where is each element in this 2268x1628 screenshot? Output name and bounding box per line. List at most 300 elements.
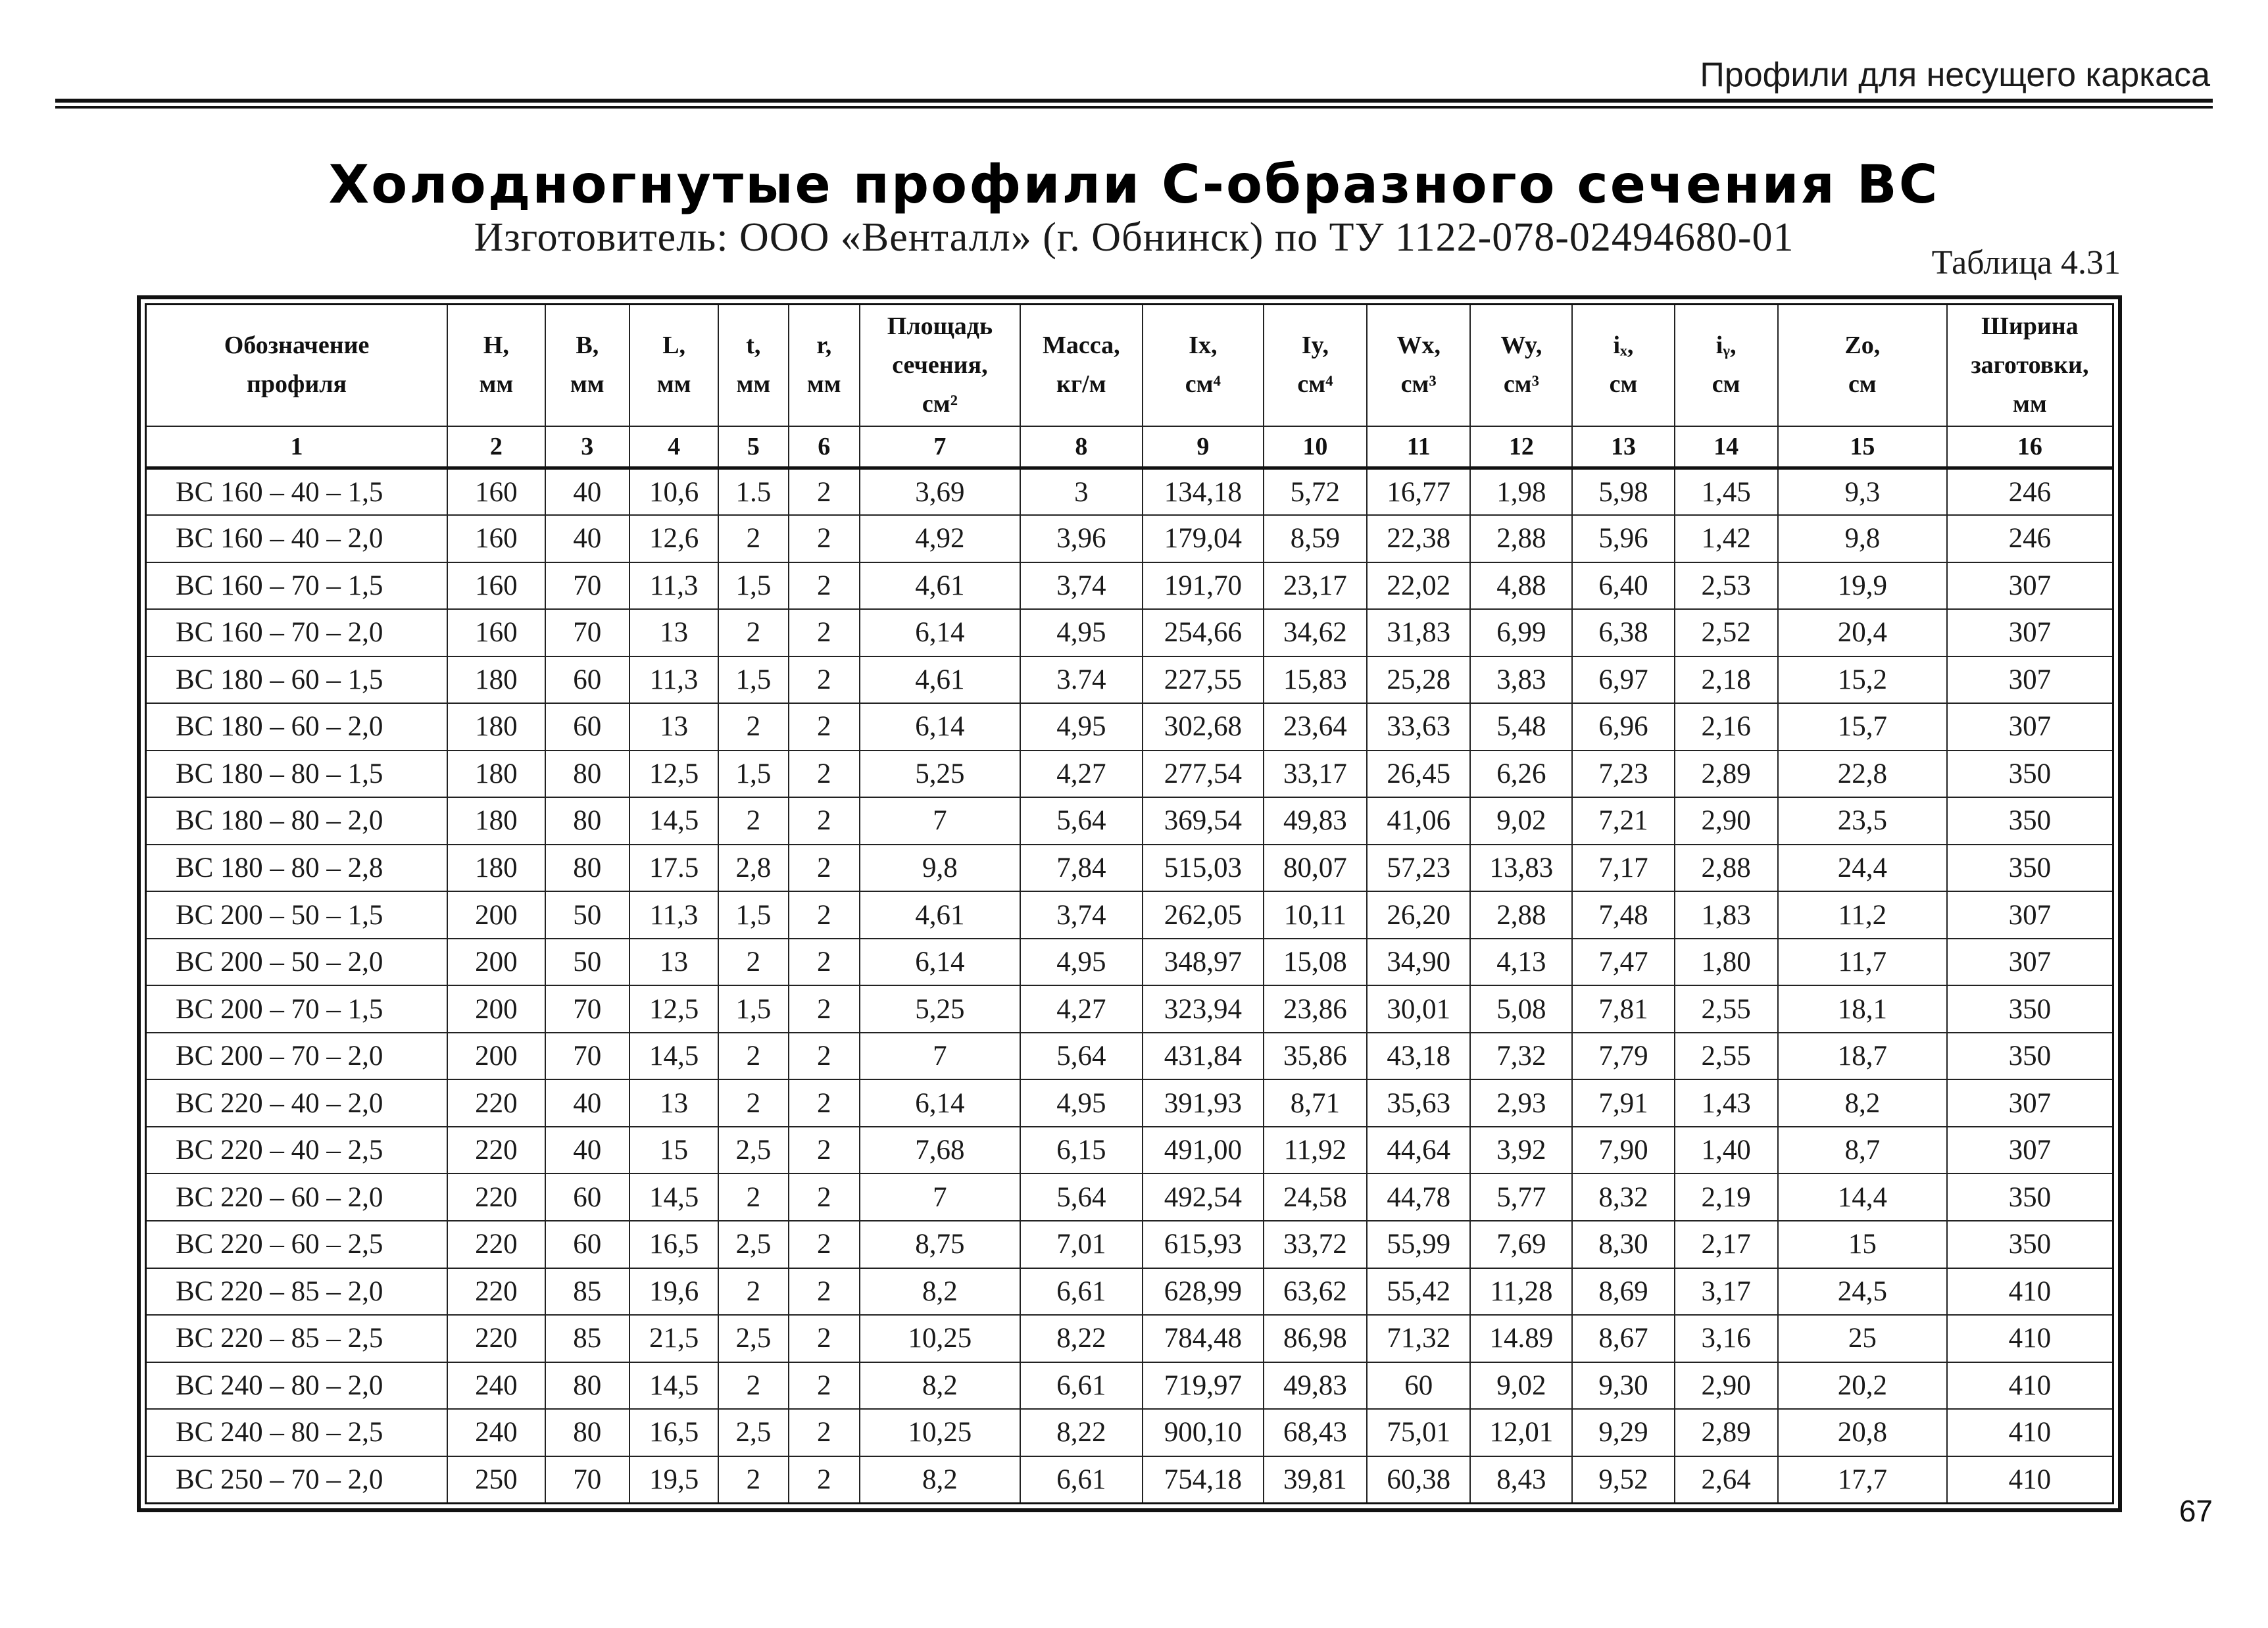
- table-cell: 12,5: [629, 751, 718, 798]
- column-header-line: Обозначение: [224, 332, 370, 360]
- column-header-line: Zo,: [1844, 332, 1881, 360]
- column-header-line: см⁴: [1185, 370, 1221, 399]
- table-cell: 6,40: [1572, 562, 1674, 610]
- column-header-line: сечения,: [892, 351, 988, 379]
- table-cell: 754,18: [1143, 1456, 1264, 1504]
- table-cell: 7,48: [1572, 891, 1674, 939]
- table-cell: 7: [860, 1173, 1020, 1221]
- table-cell: 14,4: [1778, 1173, 1947, 1221]
- table-cell: 180: [447, 656, 545, 704]
- table-row: [146, 1456, 2113, 1504]
- table-cell: 17.5: [629, 845, 718, 892]
- table-cell: 11,3: [629, 562, 718, 610]
- table-row: [146, 656, 2113, 704]
- table-cell: 350: [1947, 1173, 2113, 1221]
- table-cell: 391,93: [1143, 1079, 1264, 1127]
- table-cell: 350: [1947, 797, 2113, 845]
- table-cell: 7: [860, 797, 1020, 845]
- column-header-line: Масса,: [1043, 332, 1120, 360]
- table-cell: 6,97: [1572, 656, 1674, 704]
- table-cell: 246: [1947, 515, 2113, 562]
- table-cell: 71,32: [1367, 1315, 1470, 1362]
- table-body: [146, 468, 2113, 1504]
- table-cell: 1,80: [1675, 939, 1778, 986]
- table-row: [146, 939, 2113, 986]
- column-header-line: r,: [816, 332, 832, 360]
- table-cell: 40: [545, 468, 630, 516]
- column-header-line: см: [1712, 370, 1740, 399]
- table-cell: 16,5: [629, 1221, 718, 1268]
- table-cell: 6,38: [1572, 609, 1674, 656]
- table-row: [146, 1173, 2113, 1221]
- table-cell: 25: [1778, 1315, 1947, 1362]
- table-cell: 2: [718, 797, 788, 845]
- table-cell: 8,22: [1020, 1315, 1143, 1362]
- table-cell: 2: [789, 468, 860, 516]
- table-row: [146, 1033, 2113, 1080]
- table-cell: 2,90: [1675, 1362, 1778, 1410]
- table-cell: 10,6: [629, 468, 718, 516]
- table-cell: 2,16: [1675, 703, 1778, 751]
- table-cell: 20,4: [1778, 609, 1947, 656]
- table-cell: 1,5: [718, 656, 788, 704]
- profile-designation-cell: ВС 220 – 60 – 2,0: [146, 1173, 448, 1221]
- table-cell: 628,99: [1143, 1268, 1264, 1316]
- table-cell: 2,5: [718, 1315, 788, 1362]
- column-header-line: кг/м: [1056, 370, 1106, 399]
- column-number: 7: [860, 426, 1020, 468]
- table-cell: 1,5: [718, 751, 788, 798]
- profile-designation-cell: ВС 180 – 60 – 2,0: [146, 703, 448, 751]
- table-cell: 227,55: [1143, 656, 1264, 704]
- table-cell: 15,7: [1778, 703, 1947, 751]
- table-cell: 33,17: [1264, 751, 1367, 798]
- table-cell: 24,5: [1778, 1268, 1947, 1316]
- table-cell: 80: [545, 845, 630, 892]
- table-cell: 6,61: [1020, 1268, 1143, 1316]
- table-cell: 5,48: [1470, 703, 1572, 751]
- table-cell: 2: [789, 1268, 860, 1316]
- column-number: 16: [1947, 426, 2113, 468]
- table-cell: 307: [1947, 609, 2113, 656]
- table-cell: 2: [789, 703, 860, 751]
- table-cell: 2: [718, 515, 788, 562]
- table-cell: 9,8: [1778, 515, 1947, 562]
- table-cell: 13: [629, 1079, 718, 1127]
- table-row: [146, 1221, 2113, 1268]
- column-header-line: мм: [2013, 389, 2047, 418]
- table-cell: 85: [545, 1315, 630, 1362]
- table-cell: 2: [718, 1173, 788, 1221]
- table-cell: 8,2: [860, 1268, 1020, 1316]
- table-cell: 44,78: [1367, 1173, 1470, 1221]
- table-cell: 18,7: [1778, 1033, 1947, 1080]
- column-number: 11: [1367, 426, 1470, 468]
- table-cell: 24,58: [1264, 1173, 1367, 1221]
- column-header-line: Iy,: [1301, 332, 1329, 360]
- column-number: 5: [718, 426, 788, 468]
- table-cell: 160: [447, 609, 545, 656]
- table-cell: 57,23: [1367, 845, 1470, 892]
- table-cell: 80: [545, 1362, 630, 1410]
- table-cell: 4,27: [1020, 985, 1143, 1033]
- table-cell: 160: [447, 562, 545, 610]
- table-cell: 1,40: [1675, 1127, 1778, 1174]
- table-cell: 11,92: [1264, 1127, 1367, 1174]
- profile-designation-cell: ВС 160 – 40 – 2,0: [146, 515, 448, 562]
- table-cell: 43,18: [1367, 1033, 1470, 1080]
- table-cell: 18,1: [1778, 985, 1947, 1033]
- column-header: [629, 305, 718, 426]
- table-cell: 2,5: [718, 1409, 788, 1456]
- column-header-line: см: [1609, 370, 1638, 399]
- column-header-line: мм: [656, 370, 691, 399]
- table-cell: 307: [1947, 656, 2113, 704]
- table-cell: 2: [789, 1409, 860, 1456]
- table-cell: 719,97: [1143, 1362, 1264, 1410]
- table-cell: 2: [789, 891, 860, 939]
- table-cell: 323,94: [1143, 985, 1264, 1033]
- table-cell: 8,59: [1264, 515, 1367, 562]
- table-cell: 2: [789, 1033, 860, 1080]
- table-cell: 5,98: [1572, 468, 1674, 516]
- table-cell: 70: [545, 562, 630, 610]
- profile-designation-cell: ВС 160 – 70 – 2,0: [146, 609, 448, 656]
- table-cell: 220: [447, 1079, 545, 1127]
- column-header: [1675, 305, 1778, 426]
- table-row: [146, 797, 2113, 845]
- table-cell: 2: [789, 609, 860, 656]
- profile-designation-cell: ВС 220 – 85 – 2,5: [146, 1315, 448, 1362]
- table-row: [146, 1127, 2113, 1174]
- table-cell: 180: [447, 751, 545, 798]
- table-cell: 16,5: [629, 1409, 718, 1456]
- table-cell: 784,48: [1143, 1315, 1264, 1362]
- table-cell: 6,26: [1470, 751, 1572, 798]
- column-header-line: iᵧ,: [1715, 332, 1737, 360]
- table-cell: 23,64: [1264, 703, 1367, 751]
- table-cell: 350: [1947, 1221, 2113, 1268]
- table-cell: 220: [447, 1268, 545, 1316]
- column-number: 13: [1572, 426, 1674, 468]
- table-cell: 2: [789, 562, 860, 610]
- column-header: [1470, 305, 1572, 426]
- table-cell: 86,98: [1264, 1315, 1367, 1362]
- table-cell: 19,5: [629, 1456, 718, 1504]
- table-cell: 6,96: [1572, 703, 1674, 751]
- profile-designation-cell: ВС 160 – 70 – 1,5: [146, 562, 448, 610]
- table-cell: 900,10: [1143, 1409, 1264, 1456]
- column-header-line: Ширина: [1981, 312, 2079, 340]
- table-cell: 7,69: [1470, 1221, 1572, 1268]
- table-cell: 8,22: [1020, 1409, 1143, 1456]
- table-cell: 1,43: [1675, 1079, 1778, 1127]
- table-cell: 180: [447, 845, 545, 892]
- table-cell: 2: [789, 939, 860, 986]
- table-cell: 14,5: [629, 1362, 718, 1410]
- table-cell: 85: [545, 1268, 630, 1316]
- table-cell: 8,2: [1778, 1079, 1947, 1127]
- column-header-line: профиля: [247, 370, 347, 399]
- table-cell: 615,93: [1143, 1221, 1264, 1268]
- table-cell: 23,86: [1264, 985, 1367, 1033]
- table-cell: 60,38: [1367, 1456, 1470, 1504]
- column-number: 6: [789, 426, 860, 468]
- table-cell: 6,14: [860, 1079, 1020, 1127]
- page-title: Холодногнутые профили С-образного сечения ВС: [328, 154, 1940, 215]
- table-cell: 1,5: [718, 891, 788, 939]
- table-cell: 2: [718, 1268, 788, 1316]
- table-cell: 7,90: [1572, 1127, 1674, 1174]
- table-cell: 200: [447, 985, 545, 1033]
- table-cell: 492,54: [1143, 1173, 1264, 1221]
- table-cell: 302,68: [1143, 703, 1264, 751]
- table-cell: 277,54: [1143, 751, 1264, 798]
- table-cell: 491,00: [1143, 1127, 1264, 1174]
- table-cell: 2,52: [1675, 609, 1778, 656]
- table-cell: 9,30: [1572, 1362, 1674, 1410]
- table-cell: 20,8: [1778, 1409, 1947, 1456]
- table-cell: 80,07: [1264, 845, 1367, 892]
- column-header: [545, 305, 630, 426]
- table-cell: 49,83: [1264, 797, 1367, 845]
- column-number: 1: [146, 426, 448, 468]
- table-cell: 180: [447, 797, 545, 845]
- table-cell: 12,6: [629, 515, 718, 562]
- table-cell: 3.74: [1020, 656, 1143, 704]
- table-cell: 6,14: [860, 703, 1020, 751]
- table-cell: 2,88: [1675, 845, 1778, 892]
- table-cell: 2: [789, 1456, 860, 1504]
- table-row: [146, 609, 2113, 656]
- table-cell: 10,25: [860, 1315, 1020, 1362]
- table-cell: 200: [447, 939, 545, 986]
- table-cell: 5,77: [1470, 1173, 1572, 1221]
- profile-designation-cell: ВС 180 – 80 – 1,5: [146, 751, 448, 798]
- column-header: [1572, 305, 1674, 426]
- table-cell: 8,32: [1572, 1173, 1674, 1221]
- column-header-line: мм: [570, 370, 604, 399]
- table-cell: 14,5: [629, 797, 718, 845]
- column-header-line: см³: [1503, 370, 1539, 399]
- table-cell: 8,2: [860, 1362, 1020, 1410]
- table-cell: 14,5: [629, 1033, 718, 1080]
- table-cell: 6,99: [1470, 609, 1572, 656]
- header-rule: [55, 99, 2213, 109]
- table-cell: 369,54: [1143, 797, 1264, 845]
- page-number: 67: [2179, 1494, 2213, 1528]
- table-cell: 2,53: [1675, 562, 1778, 610]
- table-cell: 33,72: [1264, 1221, 1367, 1268]
- table-cell: 2: [789, 1079, 860, 1127]
- table-cell: 7,81: [1572, 985, 1674, 1033]
- table-cell: 40: [545, 1079, 630, 1127]
- table-cell: 16,77: [1367, 468, 1470, 516]
- table-cell: 220: [447, 1127, 545, 1174]
- table-cell: 4,95: [1020, 609, 1143, 656]
- table-row: [146, 1315, 2113, 1362]
- table-cell: 8,7: [1778, 1127, 1947, 1174]
- table-cell: 2,5: [718, 1127, 788, 1174]
- table-cell: 1,5: [718, 985, 788, 1033]
- table-cell: 7,68: [860, 1127, 1020, 1174]
- table-row: [146, 703, 2113, 751]
- table-row: [146, 515, 2113, 562]
- profile-designation-cell: ВС 240 – 80 – 2,5: [146, 1409, 448, 1456]
- table-cell: 9,02: [1470, 1362, 1572, 1410]
- table-cell: 55,99: [1367, 1221, 1470, 1268]
- table-cell: 68,43: [1264, 1409, 1367, 1456]
- profile-designation-cell: ВС 200 – 70 – 1,5: [146, 985, 448, 1033]
- table-cell: 11,3: [629, 656, 718, 704]
- table-cell: 17,7: [1778, 1456, 1947, 1504]
- table-cell: 15,2: [1778, 656, 1947, 704]
- table-cell: 7,84: [1020, 845, 1143, 892]
- table-cell: 5,64: [1020, 1173, 1143, 1221]
- table-cell: 2: [789, 985, 860, 1033]
- column-header: [789, 305, 860, 426]
- table-cell: 49,83: [1264, 1362, 1367, 1410]
- table-cell: 14,5: [629, 1173, 718, 1221]
- table-row: [146, 1362, 2113, 1410]
- table-cell: 60: [1367, 1362, 1470, 1410]
- profile-designation-cell: ВС 220 – 40 – 2,5: [146, 1127, 448, 1174]
- column-header-line: заготовки,: [1971, 351, 2089, 379]
- table-cell: 60: [545, 656, 630, 704]
- table-cell: 3,83: [1470, 656, 1572, 704]
- column-number: 4: [629, 426, 718, 468]
- table-cell: 7,91: [1572, 1079, 1674, 1127]
- table-cell: 7,79: [1572, 1033, 1674, 1080]
- table-cell: 4,27: [1020, 751, 1143, 798]
- table-cell: 3,74: [1020, 891, 1143, 939]
- table-cell: 262,05: [1143, 891, 1264, 939]
- table-number: Таблица 4.31: [1931, 244, 2121, 282]
- table-cell: 26,20: [1367, 891, 1470, 939]
- column-number-row: [146, 426, 2113, 468]
- table-cell: 8,67: [1572, 1315, 1674, 1362]
- column-header-line: L,: [662, 332, 686, 360]
- column-header-line: мм: [806, 370, 841, 399]
- table-cell: 9,29: [1572, 1409, 1674, 1456]
- table-cell: 307: [1947, 1127, 2113, 1174]
- column-header: [1143, 305, 1264, 426]
- table-cell: 348,97: [1143, 939, 1264, 986]
- column-header-line: мм: [479, 370, 514, 399]
- table-cell: 10,25: [860, 1409, 1020, 1456]
- table-cell: 34,62: [1264, 609, 1367, 656]
- table-cell: 9,52: [1572, 1456, 1674, 1504]
- table-cell: 220: [447, 1173, 545, 1221]
- table-cell: 39,81: [1264, 1456, 1367, 1504]
- table-cell: 2: [718, 1033, 788, 1080]
- table-cell: 33,63: [1367, 703, 1470, 751]
- table-cell: 134,18: [1143, 468, 1264, 516]
- table-cell: 8,2: [860, 1456, 1020, 1504]
- table-cell: 6,61: [1020, 1456, 1143, 1504]
- table-cell: 1,45: [1675, 468, 1778, 516]
- profile-designation-cell: ВС 220 – 85 – 2,0: [146, 1268, 448, 1316]
- table-cell: 15: [1778, 1221, 1947, 1268]
- table-cell: 22,8: [1778, 751, 1947, 798]
- running-head: Профили для несущего каркаса: [1700, 56, 2210, 94]
- table-cell: 11,7: [1778, 939, 1947, 986]
- table-row: [146, 468, 2113, 516]
- table-cell: 60: [545, 1221, 630, 1268]
- table-cell: 6,61: [1020, 1362, 1143, 1410]
- profiles-table: [145, 303, 2114, 1504]
- table-cell: 2,93: [1470, 1079, 1572, 1127]
- table-cell: 80: [545, 751, 630, 798]
- table-cell: 60: [545, 703, 630, 751]
- table-cell: 2,17: [1675, 1221, 1778, 1268]
- column-header: [1020, 305, 1143, 426]
- table-cell: 2: [718, 703, 788, 751]
- table-cell: 30,01: [1367, 985, 1470, 1033]
- table-cell: 4,92: [860, 515, 1020, 562]
- profile-designation-cell: ВС 240 – 80 – 2,0: [146, 1362, 448, 1410]
- column-header: [860, 305, 1020, 426]
- table-cell: 254,66: [1143, 609, 1264, 656]
- table-cell: 2: [718, 609, 788, 656]
- table-cell: 75,01: [1367, 1409, 1470, 1456]
- table-cell: 11,28: [1470, 1268, 1572, 1316]
- table-cell: 3,92: [1470, 1127, 1572, 1174]
- column-header: [1947, 305, 2113, 426]
- profile-designation-cell: ВС 180 – 60 – 1,5: [146, 656, 448, 704]
- table-cell: 410: [1947, 1409, 2113, 1456]
- table-cell: 410: [1947, 1315, 2113, 1362]
- table-cell: 50: [545, 939, 630, 986]
- table-cell: 350: [1947, 1033, 2113, 1080]
- table-cell: 9,02: [1470, 797, 1572, 845]
- table-row: [146, 985, 2113, 1033]
- column-header-line: H,: [483, 332, 509, 360]
- table-cell: 2: [789, 1221, 860, 1268]
- column-header-line: Wx,: [1396, 332, 1441, 360]
- table-cell: 80: [545, 1409, 630, 1456]
- profile-designation-cell: ВС 220 – 60 – 2,5: [146, 1221, 448, 1268]
- table-cell: 2: [789, 1173, 860, 1221]
- column-header: [146, 305, 448, 426]
- table-cell: 15,83: [1264, 656, 1367, 704]
- table-cell: 350: [1947, 985, 2113, 1033]
- table-cell: 3,69: [860, 468, 1020, 516]
- table-cell: 7,47: [1572, 939, 1674, 986]
- table-cell: 240: [447, 1362, 545, 1410]
- table-cell: 2,19: [1675, 1173, 1778, 1221]
- table-cell: 4,13: [1470, 939, 1572, 986]
- table-cell: 2: [789, 1362, 860, 1410]
- header-row: [146, 305, 2113, 426]
- table-row: [146, 1409, 2113, 1456]
- table-cell: 2,88: [1470, 515, 1572, 562]
- table-cell: 7,17: [1572, 845, 1674, 892]
- table-cell: 13: [629, 609, 718, 656]
- table-cell: 13: [629, 703, 718, 751]
- table-cell: 6,15: [1020, 1127, 1143, 1174]
- table-cell: 5,25: [860, 751, 1020, 798]
- table-cell: 307: [1947, 891, 2113, 939]
- table-cell: 3,17: [1675, 1268, 1778, 1316]
- table-cell: 307: [1947, 703, 2113, 751]
- table-cell: 1,42: [1675, 515, 1778, 562]
- table-cell: 200: [447, 891, 545, 939]
- table-cell: 15: [629, 1127, 718, 1174]
- column-header: [718, 305, 788, 426]
- table-row: [146, 891, 2113, 939]
- profile-designation-cell: ВС 180 – 80 – 2,0: [146, 797, 448, 845]
